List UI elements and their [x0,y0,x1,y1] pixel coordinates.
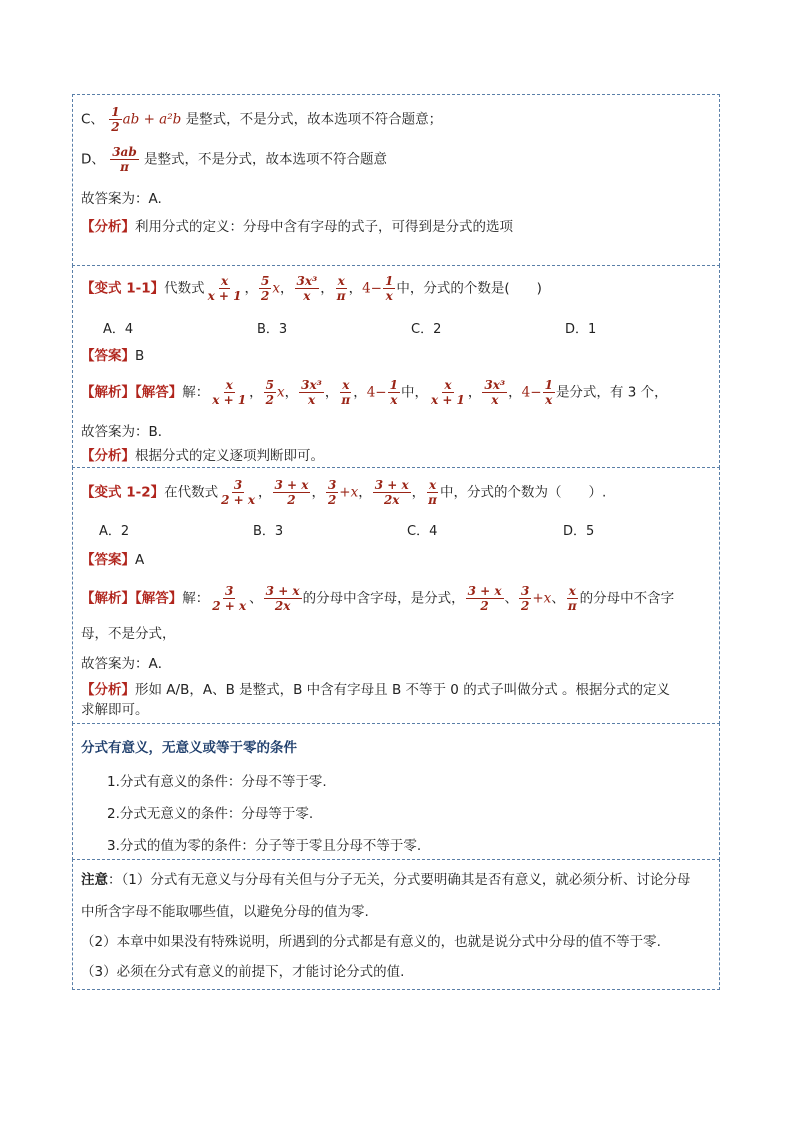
separator: 、 [551,590,565,607]
variant-1-2-block [72,467,720,724]
variant-tag: 【变式 1-2】 [81,484,165,501]
fraction-denominator: π [341,393,351,407]
term-5 [543,378,555,407]
jiexi-lead: 解： [182,590,210,607]
fraction-numerator: 1 [384,274,394,288]
fraction-denominator: 2 + x [221,493,256,507]
note-line-4: （3）必须在分式有意义的前提下，才能讨论分式的值. [81,964,405,980]
answer-value: B [135,348,145,364]
term-3 [295,274,320,303]
question-lead: 代数式 [164,280,205,297]
jiexi-mid: 中， [400,384,428,401]
separator: ， [324,384,339,401]
term-1 [206,274,244,303]
fraction-numerator: x [568,584,576,598]
conclusion-line: 故答案为：B． [81,424,172,440]
term-c [326,478,338,507]
fraction-denominator: x [491,393,499,407]
analysis-tag: 【分析】 [81,448,135,464]
fraction-denominator: π [336,289,346,303]
jiexi-tag: 【解析】【解答】 [81,384,183,401]
term-1 [429,378,467,407]
fraction-denominator: π [567,599,577,613]
fraction-denominator: 2 [287,493,296,507]
separator: ， [508,384,522,401]
answer-tag: 【答案】 [81,552,135,568]
separator: ， [284,384,299,401]
term-b [273,478,311,507]
separator: ， [320,280,334,297]
option-d-text: 是整式，不是分式，故本选项不符合题意 [144,151,388,168]
math-var: +x [532,590,552,607]
fraction-denominator: x + 1 [212,393,247,407]
jiexi-lead: 解： [182,384,210,401]
math-expression: ab + a²b [122,111,182,128]
fraction-denominator: 2 [261,289,270,303]
section-title: 分式有意义，无意义或等于零的条件 [81,740,297,756]
term-a [219,478,257,507]
math-prefix: 4− [366,384,387,401]
fraction-denominator: x [545,393,553,407]
analysis-line [81,446,324,466]
fraction-denominator: x + 1 [430,393,465,407]
math-var: x [277,384,285,401]
term-5 [388,378,400,407]
fraction-numerator: 3ab [112,145,137,159]
variant-tag: 【变式 1-1】 [81,280,165,297]
option-b: B．3 [257,322,288,337]
option-b: B．3 [253,524,284,539]
term-b [466,584,504,613]
math-var: +x [339,484,359,501]
answer-line: 故答案为：A. [81,191,162,207]
fraction-numerator: 3 [327,478,337,492]
question-tail: 中，分式的个数是( ) [396,280,542,297]
fraction-denominator: 2x [383,493,400,507]
jiexi-tail: 是分式，有 3 个， [555,384,668,401]
variant-1-1-block [72,265,720,468]
separator: ， [358,484,372,501]
option-d-label: D、 [81,151,105,168]
separator: ， [311,484,325,501]
separator: ， [280,280,294,297]
separator: ， [467,384,482,401]
option-a: A．2 [99,524,130,539]
fraction-denominator: 2 [521,599,530,613]
fraction-3ab-pi [110,145,139,174]
term-d [264,584,302,613]
term-c [519,584,531,613]
fraction-numerator: x [225,378,233,392]
question-tail: 中，分式的个数为（ ）. [439,484,607,501]
option-c-label: C、 [81,111,104,128]
fraction-numerator: 3 [521,584,530,598]
fraction-denominator: x [385,289,393,303]
fraction-denominator: x [303,289,311,303]
note-line-1 [81,870,690,890]
note-label: 注意 [81,872,108,888]
jiexi-tag: 【解析】【解答】 [81,590,183,607]
option-c-text: 是整式，不是分式，故本选项不符合题意； [185,111,443,128]
analysis-text: 形如 A/B，A、B 是整式，B 中含有字母且 B 不等于 0 的式子叫做分式 。根据分式的定义 [135,682,670,698]
option-d: D．5 [563,524,595,539]
fraction-denominator: 2 + x [212,599,247,613]
solution-block-continued [72,94,720,266]
term-3 [482,378,507,407]
condition-item-3: 3.分式的值为零的条件：分子等于零且分母不等于零. [107,838,422,854]
separator: 、 [249,590,263,607]
fraction-numerator: 3x³ [484,378,506,392]
separator: ， [249,384,263,401]
math-prefix: 4− [521,384,542,401]
term-e [566,584,579,613]
fraction-numerator: 1 [544,378,553,392]
fraction-numerator: x [428,478,437,492]
fraction-denominator: π [428,493,437,507]
option-c-explanation [81,105,442,134]
note-line-3: （2）本章中如果没有特殊说明，所遇到的分式都是有意义的，也就是说分式中分母的值不等于零. [81,934,661,950]
term-5 [383,274,395,303]
option-c: C．4 [407,524,438,539]
term-2 [259,274,271,303]
condition-item-2: 2.分式无意义的条件：分母等于零. [107,806,314,822]
answer-tag: 【答案】 [81,348,135,364]
option-d-explanation [81,145,387,174]
fraction-denominator: x [307,393,316,407]
conditions-block [72,723,720,860]
analysis-line-2: 求解即可。 [81,702,149,718]
fraction-numerator: 5 [261,274,270,288]
question-line [81,274,542,303]
fraction-numerator: 3 + x [265,584,300,598]
analysis-line [81,217,513,237]
fraction-numerator: 3x³ [296,274,318,288]
separator: 、 [504,590,519,607]
fraction-denominator: 2 [480,599,489,613]
jiexi-mid: 的分母中含字母，是分式， [302,590,465,607]
term-1 [210,378,248,407]
answer-value: A [135,552,145,568]
term-2 [264,378,276,407]
note-line-2: 中所含字母不能取哪些值，以避免分母的值为零. [81,904,369,920]
fraction-numerator: 3 + x [374,478,409,492]
fraction-denominator: 2 [111,120,120,134]
separator: ， [348,280,363,297]
term-4 [335,274,348,303]
math-var: x [272,280,280,297]
fraction-denominator: π [120,160,129,174]
fraction-numerator: x [337,274,345,288]
condition-item-1: 1.分式有意义的条件：分母不等于零. [107,774,327,790]
fraction-numerator: 3 + x [467,584,502,598]
term-e [426,478,439,507]
question-lead: 在代数式 [164,484,219,501]
answer-line [81,550,144,570]
term-a [210,584,248,613]
jiexi-line-2: 母，不是分式， [81,626,176,642]
fraction-numerator: 5 [265,378,275,392]
separator: ， [258,484,272,501]
analysis-tag: 【分析】 [81,682,135,698]
answer-line [81,346,144,366]
option-c: C．2 [411,322,442,337]
jiexi-tail: 的分母中不含字 [579,590,675,607]
fraction-numerator: x [220,274,229,288]
note-block [72,859,720,990]
jiexi-line [81,584,674,613]
fraction-numerator: 1 [389,378,398,392]
fraction-numerator: x [342,378,350,392]
separator: ， [244,280,259,297]
conclusion-line: 故答案为：A． [81,656,172,672]
option-d: D．1 [565,322,597,337]
analysis-text: 利用分式的定义：分母中含有字母的式子，可得到是分式的选项 [135,219,513,235]
fraction-denominator: x + 1 [207,289,242,303]
analysis-text: 根据分式的定义逐项判断即可。 [135,448,324,464]
term-3 [299,378,324,407]
separator: ， [411,484,426,501]
analysis-tag: 【分析】 [81,219,135,235]
fraction-denominator: 2 [327,493,337,507]
fraction-numerator: 3 [225,584,234,598]
fraction-numerator: x [444,378,452,392]
fraction-denominator: 2 [265,393,275,407]
fraction-numerator: 3 + x [274,478,309,492]
math-prefix: 4− [362,280,382,297]
separator: ， [353,384,367,401]
term-d [373,478,411,507]
fraction-numerator: 3 [233,478,243,492]
fraction-denominator: 2x [274,599,291,613]
fraction-half [109,105,121,134]
fraction-numerator: 1 [111,105,120,119]
question-line [81,478,606,507]
option-a: A．4 [103,322,134,337]
analysis-line [81,680,670,700]
term-4 [339,378,352,407]
fraction-numerator: 3x³ [301,378,322,392]
jiexi-line [81,378,668,407]
note-text: ：（1）分式有无意义与分母有关但与分子无关，分式要明确其是否有意义，就必须分析、讨论分母 [108,872,691,888]
fraction-denominator: x [390,393,398,407]
